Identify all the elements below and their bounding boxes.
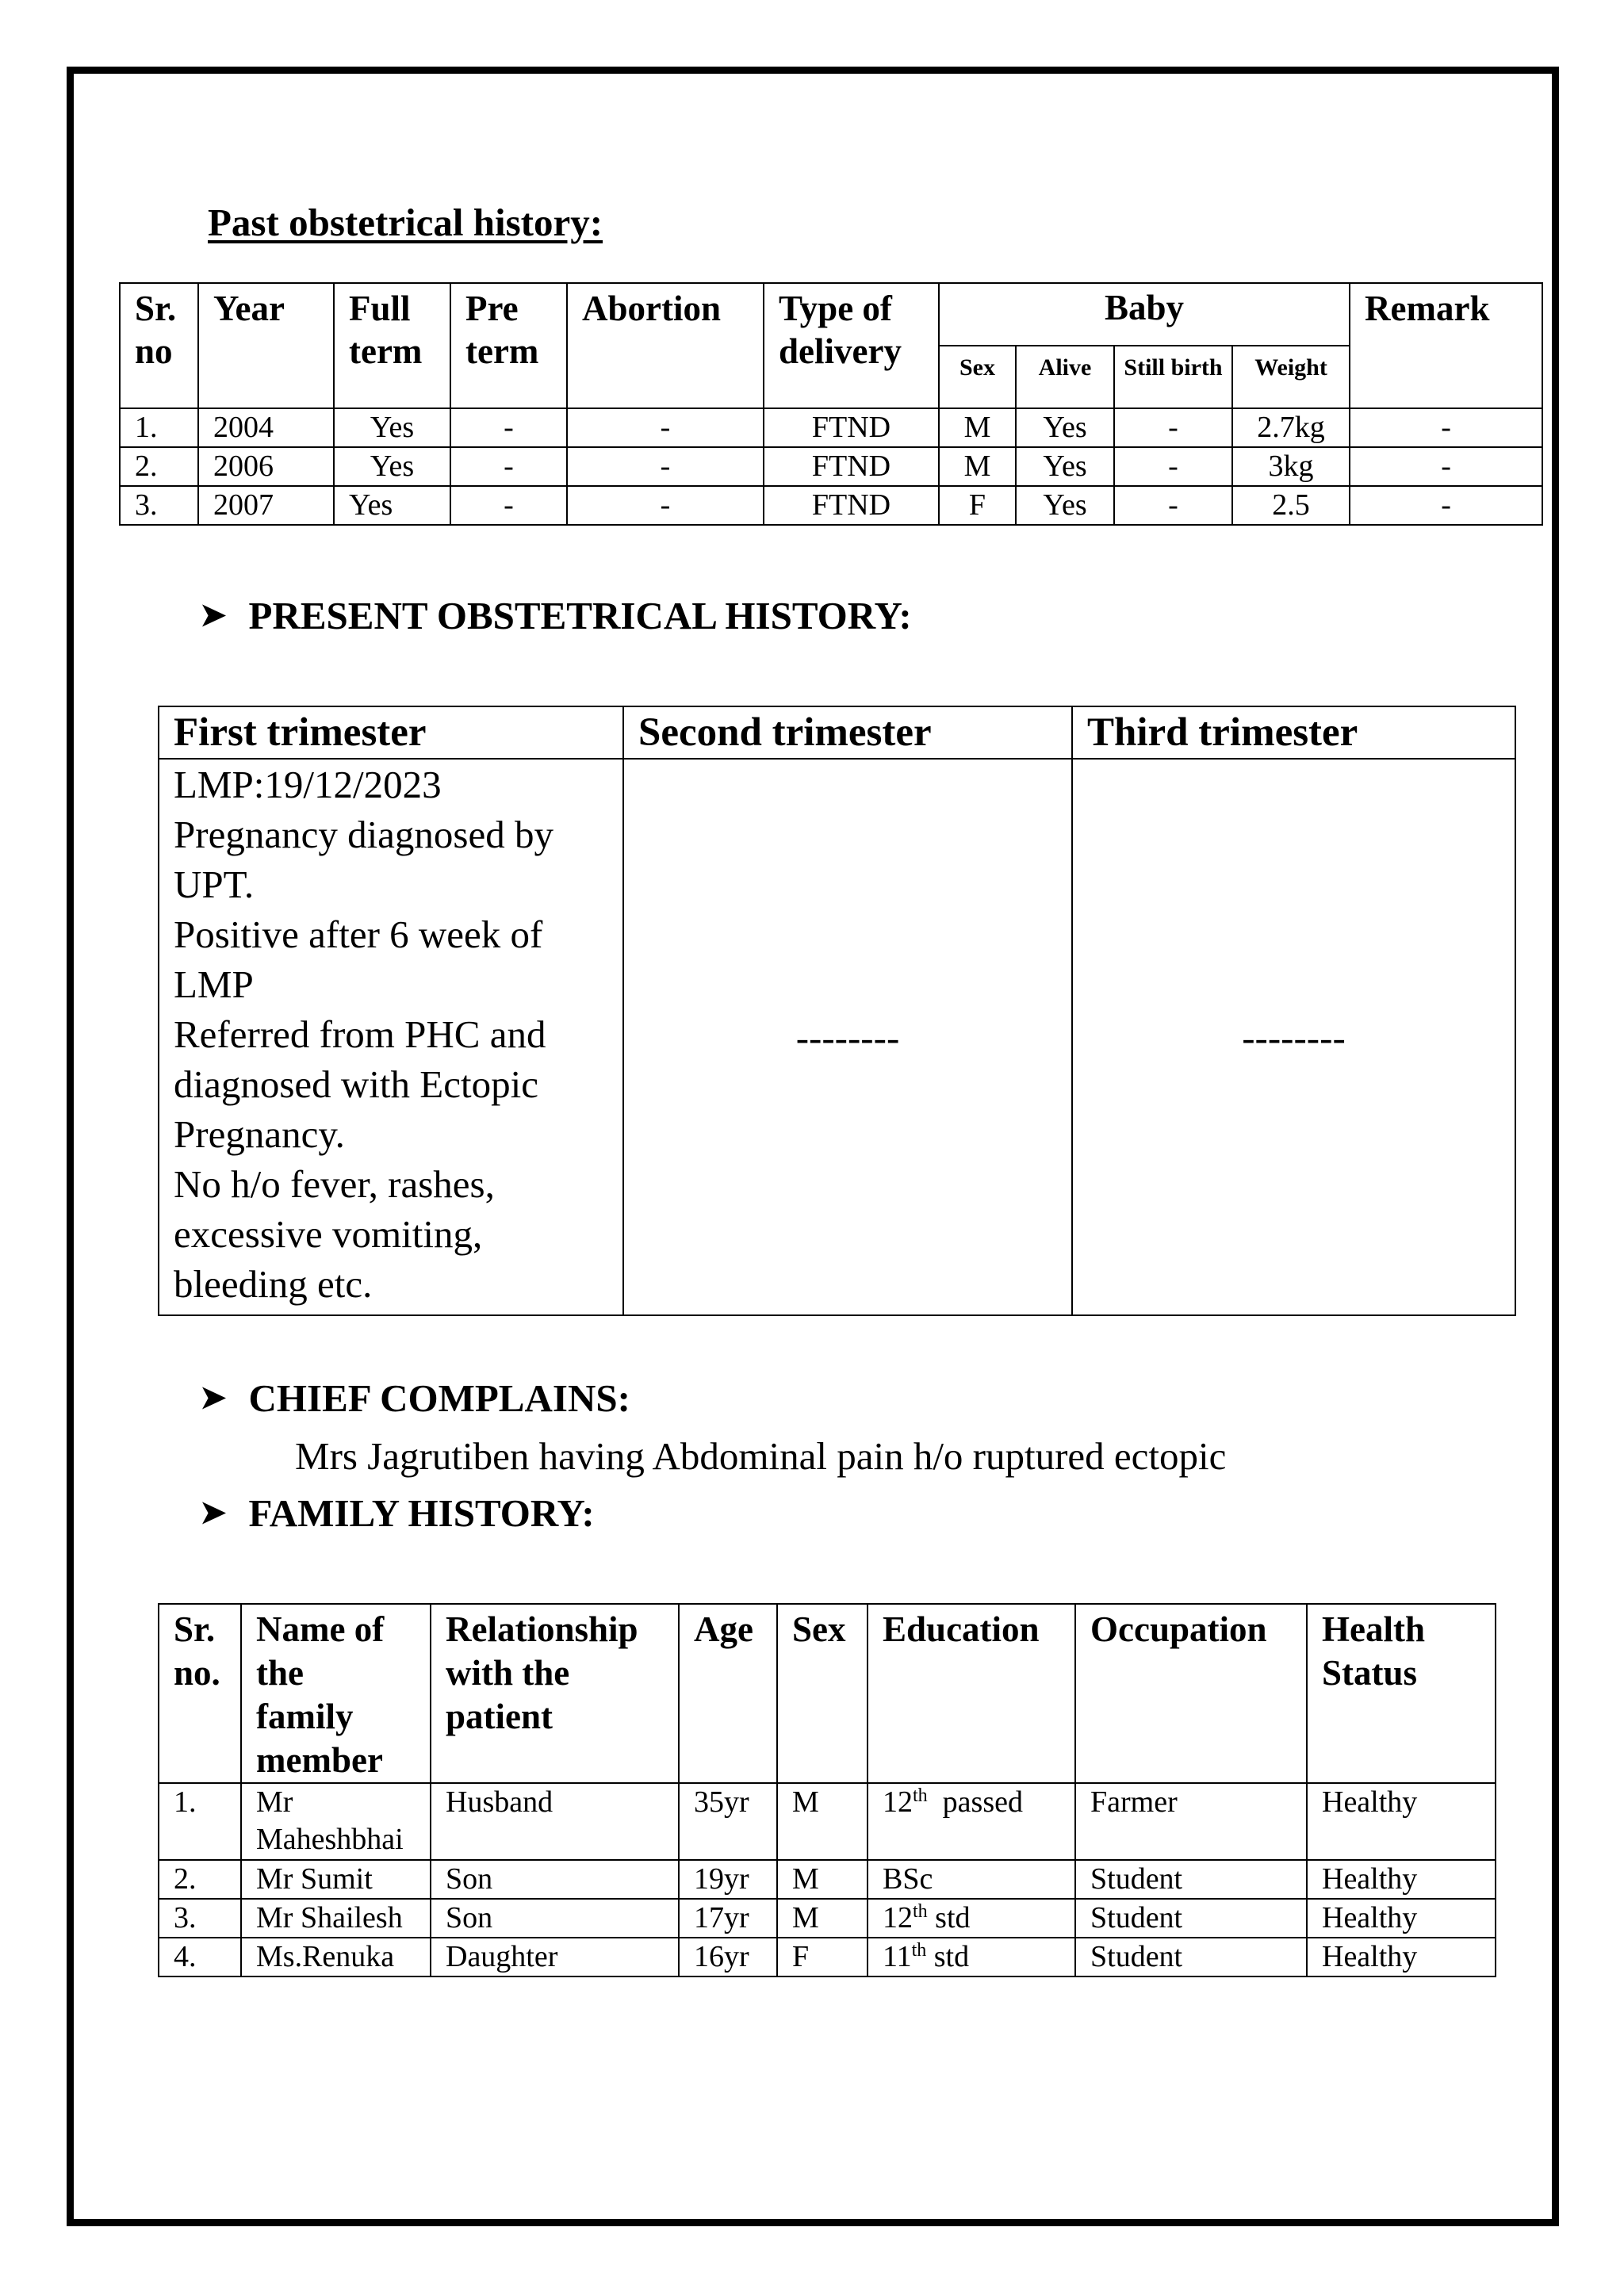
col-header-health-status: Health Status [1307,1604,1496,1783]
cell-relationship: Husband [431,1783,679,1860]
table-row [159,1899,1496,1938]
first-trimester-line: Referred from PHC and [174,1012,546,1056]
table-row [120,486,1542,525]
table-row [120,408,1542,447]
cell-baby-sex: M [939,408,1016,447]
chief-complains-title: ➤ CHIEF COMPLAINS: [200,1376,630,1420]
present-history-table [158,706,1516,1316]
cell-sr-no: 3. [120,486,198,525]
col-header-education: Education [868,1604,1075,1783]
cell-occupation: Farmer [1075,1783,1307,1860]
cell-year: 2007 [198,486,334,525]
arrow-bullet-icon: ➤ [200,597,227,633]
cell-education: BSc [868,1860,1075,1899]
cell-year: 2004 [198,408,334,447]
cell-occupation: Student [1075,1899,1307,1938]
cell-name: Mr Sumit [241,1860,431,1899]
cell-health-status: Healthy [1307,1783,1496,1860]
col-header-baby: Baby [939,283,1350,346]
col-header-type-of-delivery: Type of delivery [764,283,939,408]
cell-baby-sex: F [939,486,1016,525]
table-row [159,1783,1496,1860]
cell-abortion: - [567,447,764,486]
cell-type-of-delivery: FTND [764,486,939,525]
col-header-abortion: Abortion [567,283,764,408]
cell-baby-still-birth: - [1114,486,1232,525]
col-header-relationship: Relationship with the patient [431,1604,679,1783]
cell-sex: F [777,1938,868,1976]
cell-remark: - [1350,408,1542,447]
cell-type-of-delivery: FTND [764,408,939,447]
cell-abortion: - [567,486,764,525]
col-header-pre-term: Pre term [450,283,567,408]
first-trimester-line: excessive vomiting, [174,1212,483,1256]
cell-relationship: Daughter [431,1938,679,1976]
cell-sr-no: 2. [120,447,198,486]
cell-health-status: Healthy [1307,1938,1496,1976]
cell-education: 12th std [868,1899,1075,1938]
second-trimester-notes: -------- [623,759,1072,1315]
cell-name: Mr Maheshbhai [241,1783,431,1860]
col-header-baby-still-birth: Still birth [1114,346,1232,408]
cell-sex: M [777,1783,868,1860]
cell-name: Ms.Renuka [241,1938,431,1976]
arrow-bullet-icon: ➤ [200,1494,227,1530]
first-trimester-line: diagnosed with Ectopic [174,1062,538,1106]
cell-name: Mr Shailesh [241,1899,431,1938]
cell-sr-no: 1. [120,408,198,447]
family-history-title: ➤ FAMILY HISTORY: [200,1491,595,1535]
cell-full-term: Yes [334,486,450,525]
cell-baby-weight: 2.7kg [1232,408,1350,447]
cell-full-term: Yes [334,408,450,447]
cell-remark: - [1350,447,1542,486]
first-trimester-line: UPT. [174,863,255,906]
cell-sr-no: 4. [159,1938,241,1976]
cell-baby-alive: Yes [1016,447,1114,486]
cell-age: 35yr [679,1783,777,1860]
chief-complaint-text: Mrs Jagrutiben having Abdominal pain h/o ruptured ectopic [295,1434,1227,1478]
cell-pre-term: - [450,486,567,525]
first-trimester-line: Pregnancy diagnosed by [174,813,553,856]
first-trimester-line: No h/o fever, rashes, [174,1162,495,1206]
cell-education: 12th passed [868,1783,1075,1860]
past-history-title: Past obstetrical history: [208,201,603,244]
cell-baby-alive: Yes [1016,486,1114,525]
cell-sex: M [777,1860,868,1899]
first-trimester-notes [159,759,623,1315]
cell-baby-alive: Yes [1016,408,1114,447]
col-header-age: Age [679,1604,777,1783]
col-header-occupation: Occupation [1075,1604,1307,1783]
col-header-year: Year [198,283,334,408]
arrow-bullet-icon: ➤ [200,1380,227,1415]
cell-education: 11th std [868,1938,1075,1976]
third-trimester-notes: -------- [1072,759,1515,1315]
table-row [159,1938,1496,1976]
cell-sr-no: 1. [159,1783,241,1860]
col-header-full-term: Full term [334,283,450,408]
present-history-title: ➤ PRESENT OBSTETRICAL HISTORY: [200,594,912,637]
cell-abortion: - [567,408,764,447]
col-header-name: Name of the family member [241,1604,431,1783]
cell-baby-sex: M [939,447,1016,486]
cell-age: 17yr [679,1899,777,1938]
cell-type-of-delivery: FTND [764,447,939,486]
cell-baby-weight: 2.5 [1232,486,1350,525]
col-header-sr-no: Sr. no [120,283,198,408]
first-trimester-line: LMP:19/12/2023 [174,763,442,806]
first-trimester-line: bleeding etc. [174,1262,373,1306]
cell-health-status: Healthy [1307,1860,1496,1899]
col-header-remark: Remark [1350,283,1542,408]
col-header-third-trimester: Third trimester [1072,706,1515,759]
cell-baby-weight: 3kg [1232,447,1350,486]
past-history-table [119,282,1543,526]
col-header-first-trimester: First trimester [159,706,623,759]
col-header-sr-no: Sr. no. [159,1604,241,1783]
cell-baby-still-birth: - [1114,408,1232,447]
col-header-sex: Sex [777,1604,868,1783]
family-history-table [158,1603,1496,1977]
cell-age: 19yr [679,1860,777,1899]
cell-occupation: Student [1075,1938,1307,1976]
cell-occupation: Student [1075,1860,1307,1899]
col-header-baby-alive: Alive [1016,346,1114,408]
first-trimester-line: Positive after 6 week of [174,913,543,956]
cell-baby-still-birth: - [1114,447,1232,486]
cell-sr-no: 2. [159,1860,241,1899]
cell-age: 16yr [679,1938,777,1976]
cell-relationship: Son [431,1860,679,1899]
col-header-baby-weight: Weight [1232,346,1350,408]
cell-remark: - [1350,486,1542,525]
cell-sex: M [777,1899,868,1938]
first-trimester-line: LMP [174,962,254,1006]
cell-year: 2006 [198,447,334,486]
cell-sr-no: 3. [159,1899,241,1938]
cell-relationship: Son [431,1899,679,1938]
table-row [159,1860,1496,1899]
col-header-baby-sex: Sex [939,346,1016,408]
col-header-second-trimester: Second trimester [623,706,1072,759]
cell-pre-term: - [450,447,567,486]
cell-health-status: Healthy [1307,1899,1496,1938]
table-row [120,447,1542,486]
cell-pre-term: - [450,408,567,447]
first-trimester-line: Pregnancy. [174,1112,345,1156]
cell-full-term: Yes [334,447,450,486]
